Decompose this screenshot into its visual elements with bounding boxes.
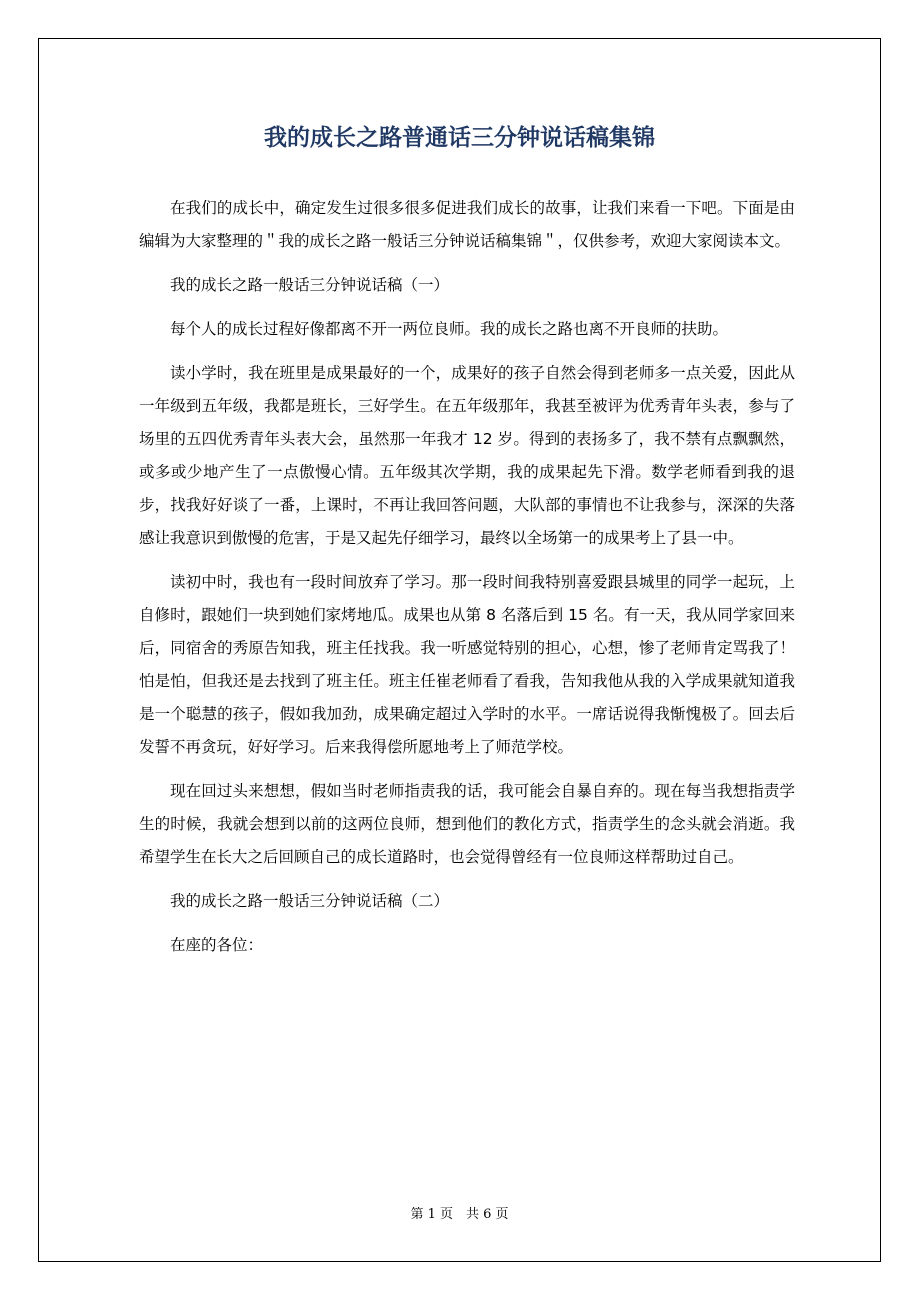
- document-title: 我的成长之路普通话三分钟说话稿集锦: [264, 125, 655, 151]
- paragraph-intro: 在我们的成长中，确定发生过很多很多促进我们成长的故事，让我们来看一下吧。下面是由编辑为大家整理的＂我的成长之路一般话三分钟说话稿集锦＂，仅供参考，欢迎大家阅读本文。: [139, 199, 795, 250]
- paragraph: 现在回过头来想想，假如当时老师指责我的话，我可能会自暴自弃的。现在每当我想指责学生的时候，我就会想到以前的这两位良师，想到他们的教化方式，指责学生的念头就会消逝。我希望学生在长大之后回顾自己的成长道路时，也会觉得曾经有一位良师这样帮助过自己。: [139, 782, 795, 866]
- page-footer: 第 1 页 共 6 页: [410, 1207, 509, 1222]
- paragraph: 每个人的成长过程好像都离不开一两位良师。我的成长之路也离不开良师的扶助。: [170, 320, 729, 338]
- section-heading-1: 我的成长之路一般话三分钟说话稿（一）: [170, 276, 450, 294]
- paragraph: 读初中时，我也有一段时间放弃了学习。那一段时间我特别喜爱跟县城里的同学一起玩，上自修时，跟她们一块到她们家烤地瓜。成果也从第 8 名落后到 15 名。有一天，我从同学家回来后，同宿舍的秀原告知我，班主任找我。我一听感觉特别的担心，心想，惨了老师肯定骂我了！怕是怕，但我还是去找到了班主任。班主任崔老师看了看我，告知我他从我的入学成果就知道我是一个聪慧的孩子，假如我加劲，成果确定超过入学时的水平。一席话说得我惭愧极了。回去后发誓不再贪玩，好好学习。后来我得偿所愿地考上了师范学校。: [139, 573, 795, 756]
- document-body: [139, 192, 795, 973]
- section-heading-2: 我的成长之路一般话三分钟说话稿（二）: [170, 892, 450, 910]
- paragraph: 在座的各位：: [170, 936, 264, 954]
- paragraph: 读小学时，我在班里是成果最好的一个，成果好的孩子自然会得到老师多一点关爱，因此从一年级到五年级，我都是班长，三好学生。在五年级那年，我甚至被评为优秀青年头表，参与了场里的五四优秀青年头表大会，虽然那一年我才 12 岁。得到的表扬多了，我不禁有点飘飘然，或多或少地产生了一点傲慢心情。五年级其次学期，我的成果起先下滑。数学老师看到我的退步，找我好好谈了一番，上课时，不再让我回答问题，大队部的事情也不让我参与，深深的失落感让我意识到傲慢的危害，于是又起先仔细学习，最终以全场第一的成果考上了县一中。: [139, 364, 795, 547]
